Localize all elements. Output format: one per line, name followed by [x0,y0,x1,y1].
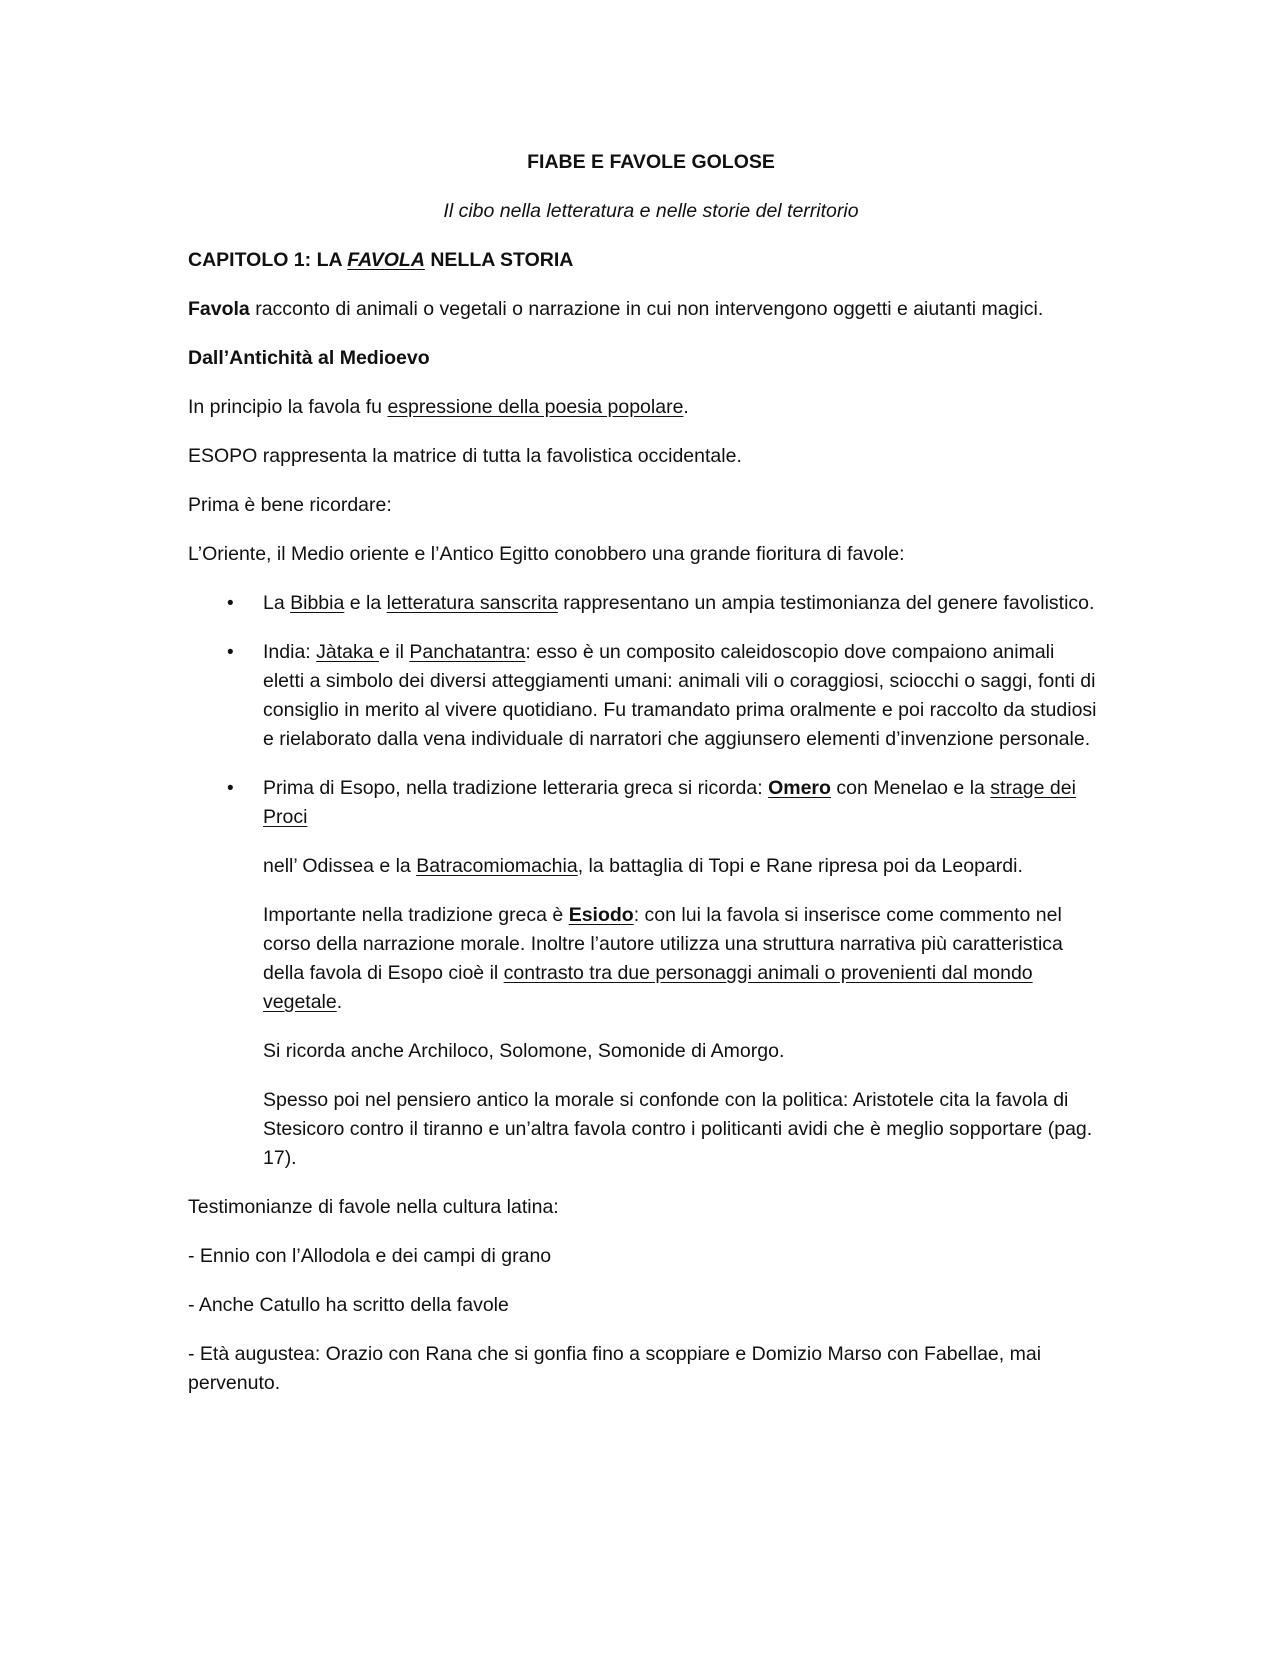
underlined-text: Jàtaka [316,641,379,663]
chapter-emphasis: FAVOLA [347,249,425,271]
document-subtitle: Il cibo nella letteratura e nelle storie del territorio [443,200,859,222]
text-run: : con lui la favola si inserisce come commento nel corso della narrazione morale. Inoltre l’autore utilizza una struttura narrativa più caratteristica della favola di Esopo cioè il [263,904,1063,984]
bullet-icon: • [227,778,234,799]
paragraph-esopo: ESOPO rappresenta la matrice di tutta la favolistica occidentale. [188,445,742,467]
indented-paragraph-archiloco: Si ricorda anche Archiloco, Solomone, Somonide di Amorgo. [263,1040,785,1062]
paragraph-reminder: Prima è bene ricordare: [188,494,392,516]
text-run: e il [379,641,410,663]
definition-text: racconto di animali o vegetali o narrazione in cui non intervengono oggetti e aiutanti magici. [249,298,1044,320]
text-run: nell’ Odissea e la [263,855,417,877]
paragraph-latin: Testimonianze di favole nella cultura latina: [188,1196,559,1218]
bullet-icon: • [227,593,234,614]
underlined-text: strage dei Proci [263,777,1076,828]
text-run: , la battaglia di Topi e Rane ripresa poi da Leopardi. [577,855,1023,877]
text-run: Importante nella tradizione greca è [263,904,569,926]
definition-term: Favola [188,298,250,320]
chapter-prefix: CAPITOLO 1: LA [188,249,348,271]
document-title: FIABE E FAVOLE GOLOSE [527,151,775,173]
list-item-india [188,638,1098,754]
bold-underlined-text: Esiodo [568,904,634,926]
indented-paragraph-odissea [188,852,1098,881]
indented-paragraph-esiodo [188,901,1098,1017]
text-run: India: [263,641,317,663]
text-run: Prima di Esopo, nella tradizione letteraria greca si ricorda: [263,777,769,799]
bold-underlined-text: Omero [768,777,831,799]
underlined-text: contrasto tra due personaggi animali o provenienti dal mondo vegetale [263,962,1033,1013]
bullet-list [188,589,1098,832]
text-run: con Menelao e la [830,777,991,799]
text-run: In principio la favola fu [188,396,388,418]
paragraph-ennio: - Ennio con l’Allodola e dei campi di grano [188,1245,552,1267]
list-item-greek [188,774,1098,832]
text-run: : esso è un composito caleidoscopio dove compaiono animali eletti a simbolo dei diversi atteggiamenti umani: animali vili o coraggiosi, sciocchi o saggi, fonti di consiglio in merito al vivere quotidiano. Fu tramandato prima oralmente e poi raccolto da studiosi e rielaborato dalla vena individuale di narratori che aggiunsero elementi d’invenzione personale. [263,641,1097,750]
definition-paragraph [188,295,1098,324]
underlined-text: Bibbia [290,592,345,614]
paragraph-catullo: - Anche Catullo ha scritto della favole [188,1294,509,1316]
text-run: rappresentano un ampia testimonianza del genere favolistico. [557,592,1095,614]
list-item-bibbia [188,589,1098,618]
paragraph-origins [188,393,1098,422]
paragraph-orient: L’Oriente, il Medio oriente e l’Antico Egitto conobbero una grande fioritura di favole: [188,543,905,565]
underlined-text: espressione della poesia popolare [387,396,684,418]
underlined-text: letteratura sanscrita [386,592,558,614]
underlined-text: Panchatantra [409,641,526,663]
underlined-text: Batracomiomachia [416,855,578,877]
indented-paragraph-aristotele: Spesso poi nel pensiero antico la morale si confonde con la politica: Aristotele cita la favola di Stesicoro contro il tiranno e un’altra favola contro i politicanti avidi che è meglio sopportare (pag. 17). [263,1089,1093,1169]
text-run: La [263,592,291,614]
text-run: . [683,396,689,418]
chapter-heading [188,246,1098,275]
text-run: . [336,991,343,1013]
bullet-icon: • [227,642,234,663]
chapter-suffix: NELLA STORIA [424,249,574,271]
document-page [188,148,1098,1418]
paragraph-augustea: - Età augustea: Orazio con Rana che si gonfia fino a scoppiare e Domizio Marso con Fabellae, mai pervenuto. [188,1343,1042,1394]
section-heading: Dall’Antichità al Medioevo [188,347,430,369]
text-run: e la [344,592,387,614]
